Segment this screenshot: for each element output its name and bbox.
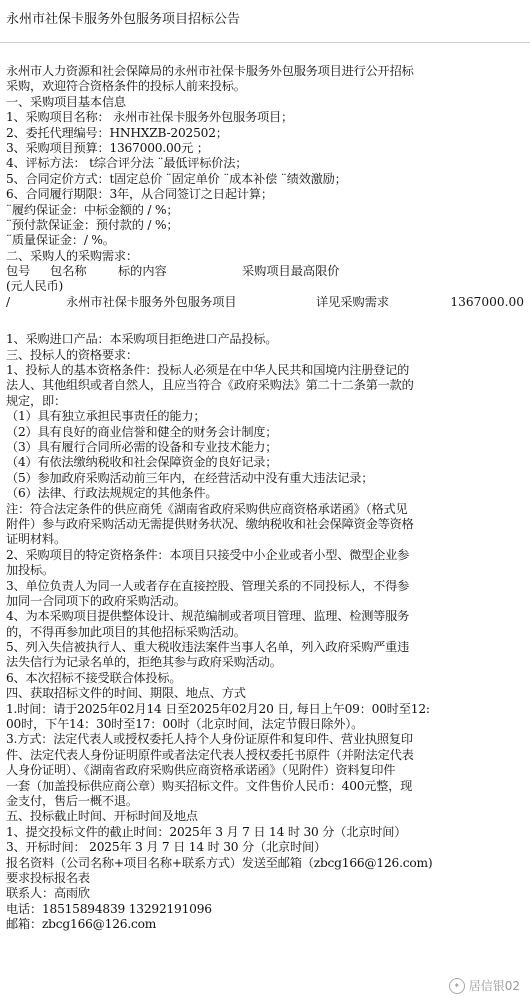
text-line: 2、采购项目的特定资格条件：本项目只接受中小企业或者小型、微型企业参 (6, 547, 410, 562)
header-package-no: 包号 (6, 264, 31, 279)
text-line: 证明材料。 (6, 532, 66, 547)
text-line: （6）法律、行政法规规定的其他条件。 (6, 486, 218, 501)
text-line: 4、为本采购项目提供整体设计、规范编制或者项目管理、监理、检测等服务 (6, 609, 410, 624)
text-line: 电话：18515894839 13292191096 (6, 901, 212, 916)
text-line: 附件）参与政府采购活动无需提供财务状况、缴纳税收和社会保障资金等资格 (6, 516, 414, 531)
section-basic-info (6, 95, 526, 264)
text-line: 5、列入失信被执行人、重大税收违法案件当事人名单，列入政府采购严重违 (6, 640, 410, 655)
text-line: 4、评标方法： t综合评分法 ¨最低评标价法； (6, 156, 248, 171)
text-line: 6、本次招标不接受联合体投标。 (6, 670, 182, 685)
section-requirements (6, 332, 526, 932)
intro-paragraph (6, 64, 526, 95)
text-line: ¨质量保证金：/ %。 (6, 233, 115, 248)
cell-package-no: / (6, 294, 11, 309)
text-line: 注：符合法定条件的供应商凭《湖南省政府采购供应商资格承诺函》（格式见 (6, 501, 408, 516)
text-line: 法人、其他组织或者自然人，且应当符合《政府采购法》第二十二条第一款的 (6, 378, 414, 393)
watermark-logo-icon: ✦ (449, 978, 465, 994)
text-line: 五、投标截止时间、开标时间及地点 (6, 809, 198, 824)
text-line: ¨履约保证金：中标金额的 / %； (6, 202, 179, 217)
text-line: （3）具有履行合同所必需的设备和专业技术能力； (6, 439, 278, 454)
cell-content: 详见采购需求 (316, 294, 390, 309)
text-line: 二、采购人的采购需求： (6, 248, 138, 263)
text-line: 加同一合同项下的政府采购活动。 (6, 593, 186, 608)
text-line: 2、委托代理编号：HNHXZB-202502； (6, 125, 228, 140)
title-divider (0, 42, 530, 43)
watermark-text: 居信银02 (468, 979, 520, 993)
text-line: ¨预付款保证金：预付款的 / %； (6, 217, 179, 232)
cell-max-price: 1367000.00 (450, 294, 524, 309)
text-line: 1、采购进口产品：本采购项目拒绝进口产品投标。 (6, 332, 278, 347)
text-line: 的，不得再参加此项目的其他招标采购活动。 (6, 624, 246, 639)
text-line: 00时，下午14：30时至17：00时（北京时间，法定节假日除外）。 (6, 717, 364, 732)
header-max-price: 采购项目最高限价 (242, 264, 340, 279)
package-row (6, 295, 526, 310)
text-line: 3、单位负责人为同一人或者存在直接控股、管理关系的不同投标人，不得参 (6, 578, 410, 593)
text-line: 法失信行为记录名单的，拒绝其参与政府采购活动。 (6, 655, 282, 670)
text-line: 人身份证明）、《湖南省政府采购供应商资格承诺函》（见附件）资料复印件 (6, 763, 396, 778)
text-line: 三、投标人的资格要求： (6, 347, 138, 362)
text-line: 5、合同定价方式：t固定总价 ¨固定单价 ¨成本补偿 ¨绩效激励； (6, 171, 347, 186)
text-line: 1.时间：请于2025年02月14 日至2025年02月20 日, 每日上午09：00时至12: (6, 701, 430, 716)
text-line: 1、投标人的基本资格条件：投标人必须是在中华人民共和国境内注册登记的 (6, 363, 410, 378)
header-price-unit: (元人民币) (6, 279, 64, 294)
text-line: 报名资料（公司名称+项目名称+联系方式）发送至邮箱（zbcg166@126.com) (6, 855, 433, 870)
text-line: 6、合同履行期限：3年，从合同签订之日起计算； (6, 187, 273, 202)
header-content: 标的内容 (118, 264, 167, 279)
package-table (6, 264, 526, 332)
text-line: （5）参加政府采购活动前三年内，在经营活动中没有重大违法记录； (6, 470, 374, 485)
text-line: 3、采购项目预算：1367000.00元 ； (6, 140, 209, 155)
package-table-header (6, 264, 526, 279)
text-line: 永州市人力资源和社会保障局的永州市社保卡服务外包服务项目进行公开招标 (6, 64, 414, 78)
text-line: 一、采购项目基本信息 (6, 94, 126, 109)
text-line: （4）有依法缴纳税收和社会保障资金的良好记录； (6, 455, 278, 470)
text-line: （1）具有独立承担民事责任的能力； (6, 409, 206, 424)
text-line: 件、法定代表人身份证明原件或者法定代表人授权委托书原件（并附法定代表 (6, 747, 414, 762)
text-line: 加投标。 (6, 563, 54, 578)
text-line: （2）具有良好的商业信誉和健全的财务会计制度； (6, 424, 278, 439)
text-line: 四、获取招标文件的时间、期限、地点、方式 (6, 686, 246, 701)
text-line: 3.方式：法定代表人或授权委托人持个人身份证原件和复印件、营业执照复印 (6, 732, 413, 747)
text-line: 1、提交投标文件的截止时间：2025年 3 月 7 日 14 时 30 分（北京时间） (6, 824, 407, 839)
text-line: 一套（加盖投标供应商公章）购买招标文件。文件售价人民币：400元整，现 (6, 778, 413, 793)
text-line: 金支付，售后一概不退。 (6, 793, 138, 808)
text-line: 邮箱：zbcg166@126.com (6, 917, 157, 932)
announcement-body (6, 64, 526, 932)
spacer (6, 310, 526, 332)
watermark (449, 977, 520, 994)
text-line: 联系人：高雨欣 (6, 886, 90, 901)
header-package-name: 包名称 (50, 264, 87, 279)
text-line: 要求投标报名表 (6, 870, 90, 885)
text-line: 3、开标时间： 2025年 3 月 7 日 14 时 30 分（北京时间） (6, 840, 326, 855)
cell-package-name: 永州市社保卡服务外包服务项目 (66, 294, 237, 309)
page-title: 永州市社保卡服务外包服务项目招标公告 (6, 12, 241, 27)
text-line: 1、采购项目名称： 永州市社保卡服务外包服务项目； (6, 110, 293, 125)
text-line: 规定，即： (6, 393, 66, 408)
text-line: 采购，欢迎符合资格条件的投标人前来投标。 (6, 79, 246, 94)
